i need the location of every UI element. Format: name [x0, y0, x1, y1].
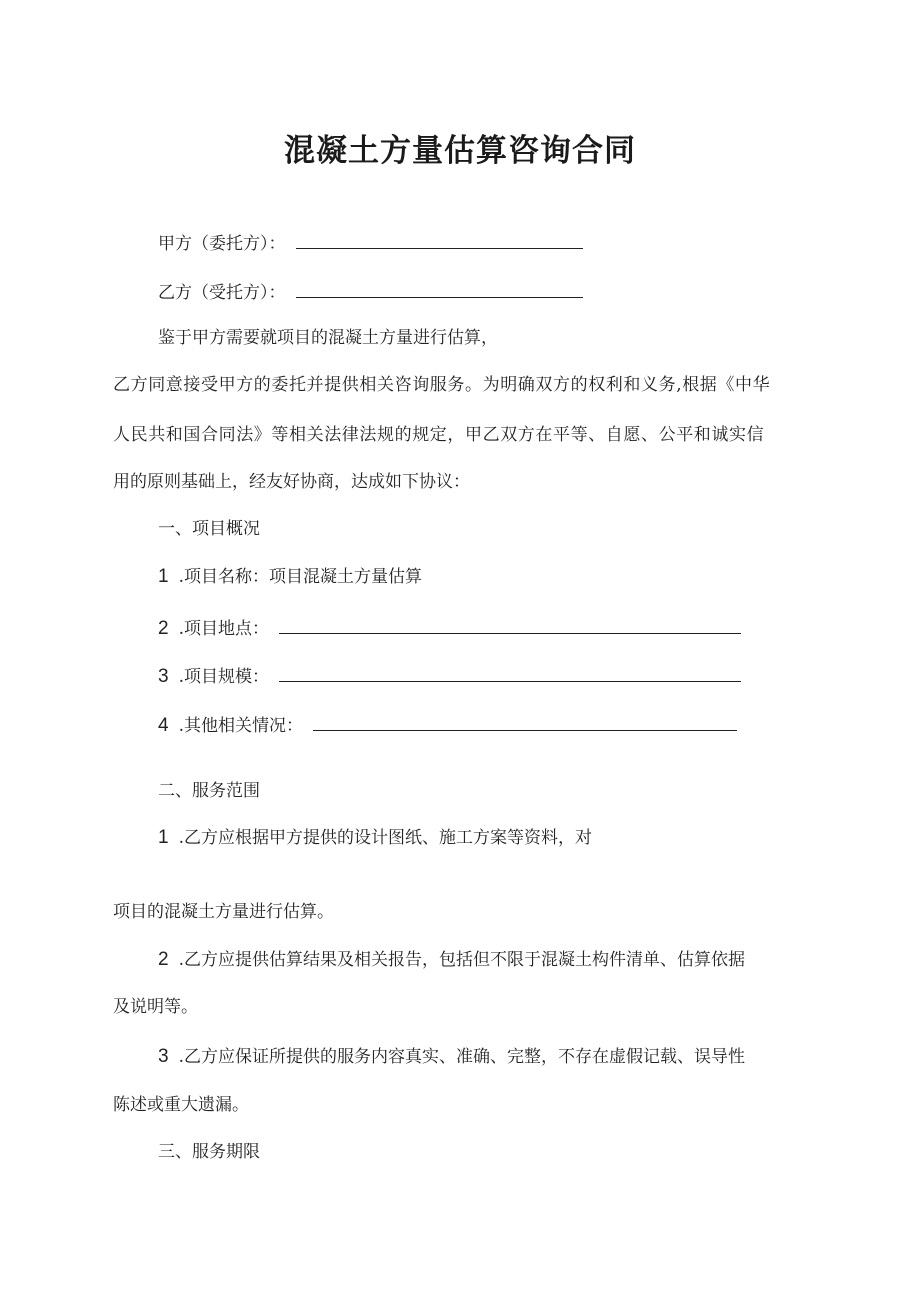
item-number: 1: [158, 566, 169, 587]
scope-item-3-line-2: 陈述或重大遗漏。: [113, 1095, 249, 1115]
other-info-item: [158, 713, 737, 738]
scope-item-2-line-2: 及说明等。: [113, 997, 198, 1017]
document-title: 混凝土方量估算咨询合同: [284, 133, 636, 169]
item-number: 3: [158, 1046, 169, 1067]
scope-item-1-line-1: [158, 826, 592, 850]
item-number: 4: [158, 715, 169, 736]
scope-item-3-text: .乙方应保证所提供的服务内容真实、准确、完整，不存在虚假记载、误导性: [178, 1047, 745, 1067]
item-number: 3: [158, 666, 169, 687]
item-number: 1: [158, 827, 169, 848]
party-b-blank[interactable]: [296, 280, 583, 298]
item-number: 2: [158, 618, 169, 639]
party-a-label: 甲方（委托方）：: [158, 234, 286, 254]
project-name-item: [158, 565, 422, 589]
intro-line-2: 乙方同意接受甲方的委托并提供相关咨询服务。为明确双方的权利和义务,根据《中华: [113, 375, 771, 395]
scope-item-1-line-2: 项目的混凝土方量进行估算。: [113, 902, 334, 922]
item-number: 2: [158, 949, 169, 970]
intro-line-4: 用的原则基础上，经友好协商，达成如下协议：: [113, 472, 470, 492]
project-scale-label: .项目规模：: [178, 667, 269, 687]
project-location-item: [158, 616, 741, 641]
project-name-text: .项目名称：项目混凝土方量估算: [178, 567, 422, 587]
project-location-label: .项目地点：: [178, 619, 269, 639]
scope-item-2-text: .乙方应提供估算结果及相关报告，包括但不限于混凝土构件清单、估算依据: [178, 950, 745, 970]
project-scale-item: [158, 664, 741, 689]
other-info-label: .其他相关情况：: [178, 716, 303, 736]
scope-item-2-line-1: [158, 948, 745, 972]
intro-line-3: 人民共和国合同法》等相关法律法规的规定，甲乙双方在平等、自愿、公平和诚实信: [113, 425, 765, 445]
section-3-heading: 三、服务期限: [158, 1142, 260, 1162]
project-scale-blank[interactable]: [279, 664, 741, 682]
intro-line-1: 鉴于甲方需要就项目的混凝土方量进行估算，: [158, 328, 498, 348]
section-1-heading: 一、项目概况: [158, 519, 260, 539]
project-location-blank[interactable]: [279, 616, 741, 634]
party-b-line: [158, 280, 583, 305]
party-a-blank[interactable]: [296, 231, 583, 249]
party-a-line: [158, 231, 583, 256]
scope-item-3-line-1: [158, 1045, 745, 1069]
other-info-blank[interactable]: [313, 713, 737, 731]
scope-item-1-text: .乙方应根据甲方提供的设计图纸、施工方案等资料，对: [178, 828, 592, 848]
section-2-heading: 二、服务范围: [158, 781, 260, 801]
party-b-label: 乙方（受托方）：: [158, 283, 286, 303]
